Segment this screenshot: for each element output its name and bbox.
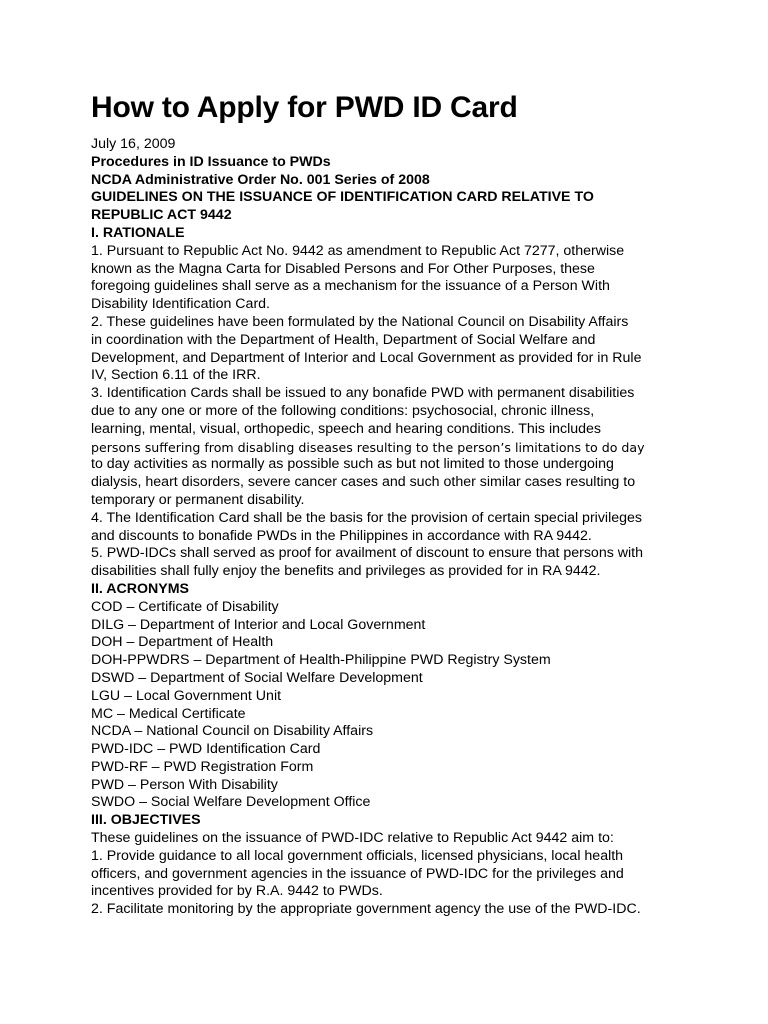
- text-line: IV, Section 6.11 of the IRR.: [91, 367, 261, 384]
- section-heading-line: REPUBLIC ACT 9442: [91, 207, 232, 224]
- text-line: COD – Certificate of Disability: [91, 598, 279, 615]
- text-line: LGU – Local Government Unit: [91, 687, 282, 704]
- text-line: PWD-IDC – PWD Identification Card: [91, 741, 321, 758]
- document-title: How to Apply for PWD ID Card: [91, 91, 518, 124]
- text-line: learning, mental, visual, orthopedic, speech and hearing conditions. This includes: [91, 420, 602, 437]
- text-line: NCDA – National Council on Disability Affairs: [91, 723, 374, 740]
- text-line: 3. Identification Cards shall be issued to any bonafide PWD with permanent disabilities: [91, 385, 635, 402]
- section-heading-line: III. OBJECTIVES: [91, 812, 201, 829]
- text-line: SWDO – Social Welfare Development Office: [91, 794, 371, 811]
- text-line: July 16, 2009: [91, 136, 176, 152]
- text-line: MC – Medical Certificate: [91, 705, 246, 722]
- text-line: DOH-PPWDRS – Department of Health-Philippine PWD Registry System: [91, 652, 551, 669]
- text-line: DOH – Department of Health: [91, 634, 274, 651]
- text-line: 4. The Identification Card shall be the basis for the provision of certain special privileges: [91, 509, 642, 526]
- text-line: known as the Magna Carta for Disabled Persons and For Other Purposes, these: [91, 260, 595, 277]
- text-line: Development, and Department of Interior and Local Government as provided for in Rule: [91, 349, 642, 366]
- section-heading-line: GUIDELINES ON THE ISSUANCE OF IDENTIFICATION CARD RELATIVE TO: [91, 189, 594, 206]
- text-line: dialysis, heart disorders, severe cancer cases and such other similar cases resulting to: [91, 474, 636, 491]
- section-heading-line: Procedures in ID Issuance to PWDs: [91, 153, 331, 170]
- text-line: 5. PWD-IDCs shall served as proof for availment of discount to ensure that persons with: [91, 545, 643, 562]
- text-line: temporary or permanent disability.: [91, 491, 305, 508]
- document-body: [91, 136, 696, 919]
- text-line: 2. Facilitate monitoring by the appropriate government agency the use of the PWD-IDC.: [91, 901, 641, 918]
- text-line: due to any one or more of the following conditions: psychosocial, chronic illness,: [91, 402, 595, 419]
- text-line: 2. These guidelines have been formulated by the National Council on Disability Affairs: [91, 313, 629, 330]
- text-line: officers, and government agencies in the issuance of PWD-IDC for the privileges and: [91, 865, 624, 882]
- section-heading-line: I. RATIONALE: [91, 224, 185, 241]
- section-heading-line: II. ACRONYMS: [91, 580, 190, 597]
- text-line: These guidelines on the issuance of PWD-IDC relative to Republic Act 9442 aim to:: [91, 830, 614, 847]
- text-line: DILG – Department of Interior and Local Government: [91, 616, 426, 633]
- text-line: PWD – Person With Disability: [91, 776, 278, 793]
- text-line: PWD-RF – PWD Registration Form: [91, 758, 314, 775]
- text-line: persons suffering from disabling diseases resulting to the person’s limitations to do day: [91, 439, 645, 455]
- text-line: in coordination with the Department of Health, Department of Social Welfare and: [91, 331, 596, 348]
- section-heading-line: NCDA Administrative Order No. 001 Series of 2008: [91, 171, 430, 188]
- text-line: 1. Pursuant to Republic Act No. 9442 as amendment to Republic Act 7277, otherwise: [91, 242, 625, 259]
- text-line: disabilities shall fully enjoy the benefits and privileges as provided for in RA 9442.: [91, 563, 601, 580]
- text-line: Disability Identification Card.: [91, 296, 270, 313]
- text-line: foregoing guidelines shall serve as a mechanism for the issuance of a Person With: [91, 278, 610, 295]
- text-line: to day activities as normally as possible such as but not limited to those undergoing: [91, 456, 614, 473]
- text-line: 1. Provide guidance to all local government officials, licensed physicians, local health: [91, 847, 624, 864]
- text-line: and discounts to bonafide PWDs in the Philippines in accordance with RA 9442.: [91, 527, 592, 544]
- text-line: DSWD – Department of Social Welfare Development: [91, 669, 423, 686]
- text-line: incentives provided for by R.A. 9442 to PWDs.: [91, 883, 383, 900]
